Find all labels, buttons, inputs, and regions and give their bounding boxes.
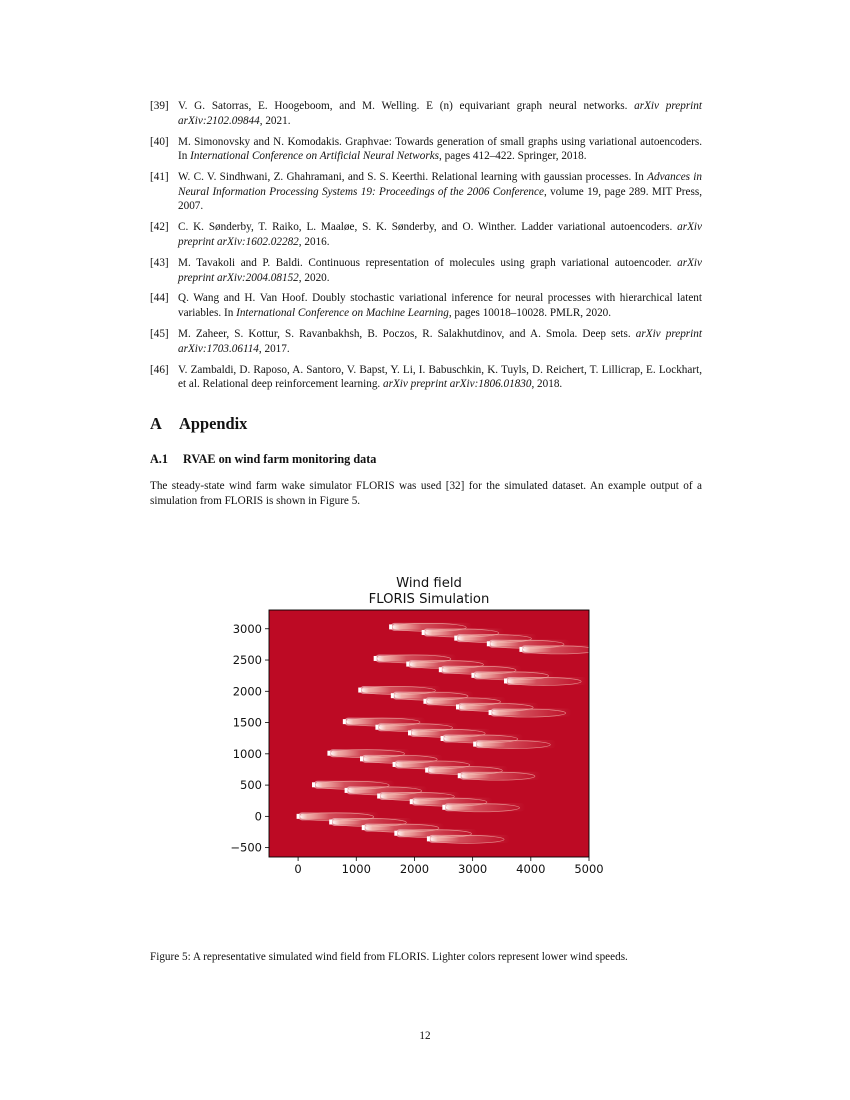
y-tick-label: 500 [240, 778, 262, 793]
x-tick-label: 3000 [457, 862, 488, 876]
turbine-marker [343, 719, 346, 724]
turbine-marker [312, 782, 315, 787]
subsection-title: RVAE on wind farm monitoring data [183, 452, 377, 466]
reference-item [150, 170, 702, 214]
appendix-heading [150, 414, 247, 434]
reference-number: [41] [150, 171, 169, 184]
reference-venue: arXiv preprint arXiv:1806.01830 [383, 378, 532, 391]
turbine-marker [441, 736, 444, 741]
y-tick-label: 2500 [232, 653, 262, 668]
section-title: Appendix [179, 414, 248, 433]
turbine-marker [442, 805, 445, 810]
turbine-marker [422, 630, 425, 635]
y-tick-label: 0 [254, 809, 262, 824]
turbine-marker [454, 636, 457, 641]
reference-text: , 2020. [298, 271, 330, 284]
reference-text: , 2016. [298, 235, 330, 248]
reference-number: [42] [150, 221, 169, 234]
wind-field-chart [215, 570, 635, 880]
y-tick-label: 2000 [232, 684, 262, 699]
chart-title-line: FLORIS Simulation [368, 592, 490, 607]
reference-venue: arXiv preprint arXiv:2102.09844 [178, 100, 702, 127]
chart-title-line: Wind field [396, 576, 462, 591]
turbine-marker [423, 699, 426, 704]
reference-text: , pages 10018–10028. PMLR, 2020. [448, 307, 612, 320]
turbine-marker [375, 725, 378, 730]
x-tick-label: 0 [294, 862, 302, 876]
turbine-marker [345, 788, 348, 793]
reference-text: , 2017. [258, 342, 290, 355]
reference-item [150, 363, 702, 392]
reference-text: M. Simonovsky and N. Komodakis. Graphvae: Towards generation of small graphs using variational autoencoders. In [178, 135, 702, 163]
reference-venue: arXiv preprint arXiv:2004.08152 [178, 256, 702, 284]
turbine-marker [358, 688, 361, 693]
reference-text: , 2018. [531, 378, 563, 391]
reference-list [150, 99, 702, 398]
turbine-marker [487, 641, 490, 646]
page-number: 12 [419, 1030, 431, 1042]
reference-text: M. Tavakoli and P. Baldi. Continuous representation of molecules using graph variational autoencoder. [178, 256, 678, 269]
reference-item [150, 99, 702, 128]
turbine-marker [329, 819, 332, 824]
reference-text: W. C. V. Sindhwani, Z. Ghahramani, and S. S. Keerthi. Relational learning with gaussian processes. In [178, 171, 648, 184]
reference-item [150, 291, 702, 320]
reference-item [150, 327, 702, 356]
reference-item [150, 135, 702, 164]
reference-venue: arXiv preprint arXiv:1703.06114 [178, 328, 702, 355]
turbine-marker [471, 673, 474, 678]
reference-venue: Advances in Neural Information Processing Systems 19: Proceedings of the 2006 Conference [178, 171, 702, 198]
figure-caption: Figure 5: A representative simulated wind field from FLORIS. Lighter colors represent lower wind speeds. [150, 951, 628, 963]
reference-text: M. Zaheer, S. Kottur, S. Ravanbakhsh, B. Poczos, R. Salakhutdinov, and A. Smola. Deep sets. [178, 328, 636, 341]
turbine-marker [391, 693, 394, 698]
subsection-number: A.1 [150, 452, 168, 466]
turbine-marker [473, 742, 476, 747]
x-tick-label: 4000 [516, 862, 546, 876]
turbine-marker [327, 751, 330, 756]
reference-text: , 2021. [259, 114, 291, 127]
reference-number: [39] [150, 100, 169, 112]
reference-text: C. K. Sønderby, T. Raiko, L. Maaløe, S. K. Sønderby, and O. Winther. Ladder variational autoencoders. [178, 221, 678, 234]
turbine-marker [389, 624, 392, 629]
turbine-marker [519, 647, 522, 652]
reference-text: V. G. Satorras, E. Hoogeboom, and M. Welling. E (n) equivariant graph neural networks. [178, 100, 635, 112]
turbine-marker [408, 730, 411, 735]
reference-venue: International Conference on Artificial Neural Networks [190, 150, 440, 163]
turbine-marker [406, 662, 409, 667]
turbine-marker [458, 773, 461, 778]
reference-item [150, 220, 702, 249]
turbine-marker [360, 756, 363, 761]
y-tick-label: 1500 [232, 715, 262, 730]
turbine-marker [377, 794, 380, 799]
x-tick-label: 1000 [341, 862, 371, 876]
reference-text: V. Zambaldi, D. Raposo, A. Santoro, V. Bapst, Y. Li, I. Babuschkin, K. Tuyls, D. Reichert, T. Lillicrap, E. Lockhart, et al. Relational deep reinforcement learning. [178, 363, 702, 391]
reference-venue: arXiv preprint arXiv:1602.02282 [178, 221, 702, 248]
turbine-marker [374, 656, 377, 661]
x-tick-label: 2000 [399, 862, 430, 876]
wind-field-figure [215, 570, 635, 880]
turbine-marker [439, 667, 442, 672]
turbine-marker [425, 768, 428, 773]
reference-number: [46] [150, 363, 169, 376]
y-tick-label: 1000 [232, 746, 262, 761]
reference-number: [43] [150, 256, 169, 269]
reference-number: [44] [150, 292, 169, 305]
turbine-marker [456, 704, 459, 709]
turbine-marker [393, 762, 396, 767]
reference-item [150, 256, 702, 285]
body-paragraph: The steady-state wind farm wake simulator FLORIS was used [32] for the simulated dataset. An example output of a simulation from FLORIS is shown in Figure 5. [150, 480, 702, 507]
reference-text: Q. Wang and H. Van Hoof. Doubly stochastic variational inference for neural processes with hierarchical latent variables. In [178, 292, 702, 320]
turbine-marker [489, 710, 492, 715]
reference-venue: International Conference on Machine Learning [236, 307, 449, 320]
turbine-marker [362, 825, 365, 830]
reference-text: , pages 412–422. Springer, 2018. [439, 150, 587, 163]
reference-number: [40] [150, 135, 169, 148]
turbine-marker [297, 814, 300, 819]
reference-number: [45] [150, 328, 169, 341]
subsection-heading [150, 452, 376, 467]
turbine-marker [504, 678, 507, 683]
x-tick-label: 5000 [574, 862, 604, 876]
turbine-marker [410, 799, 413, 804]
section-number: A [150, 414, 162, 433]
reference-text: , volume 19, page 289. MIT Press, 2007. [178, 185, 702, 213]
turbine-marker [427, 836, 430, 841]
turbine-marker [394, 831, 397, 836]
y-tick-label: −500 [230, 840, 262, 855]
y-tick-label: 3000 [232, 621, 262, 636]
